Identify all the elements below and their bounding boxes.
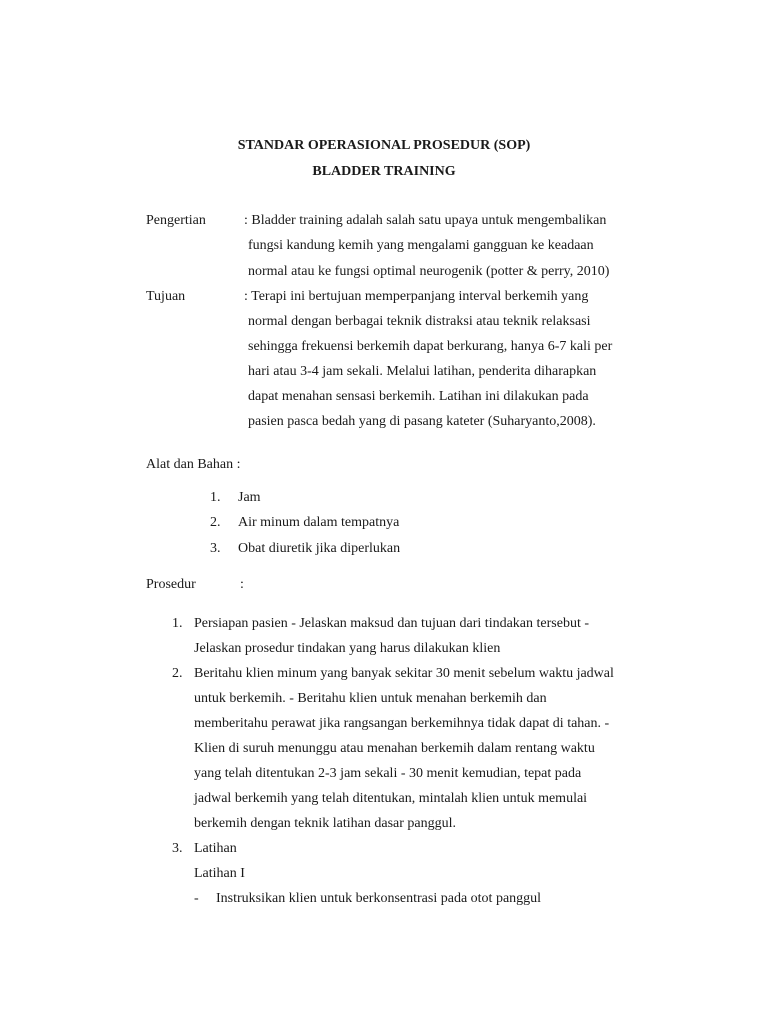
alat-item-text: Air minum dalam tempatnya (238, 515, 400, 530)
alat-item-number: 1. (210, 490, 221, 505)
tujuan-line-5: dapat menahan sensasi berkemih. Latihan ini dilakukan pada (248, 389, 589, 404)
step-2-line-4: Klien di suruh menunggu atau menahan berkemih dalam rentang waktu (194, 741, 595, 756)
tujuan-line-1: : Terapi ini bertujuan memperpanjang interval berkemih yang (244, 289, 589, 304)
alat-item-number: 3. (210, 541, 221, 556)
tujuan-line-2: normal dengan berbagai teknik distraksi atau teknik relaksasi (248, 314, 591, 329)
prosedur-colon: : (240, 577, 244, 592)
alat-heading: Alat dan Bahan : (146, 457, 241, 472)
step-2-line-5: yang telah ditentukan 2-3 jam sekali - 30 menit kemudian, tepat pada (194, 766, 582, 781)
bullet-dash: - (194, 891, 199, 906)
step-2-line-3: memberitahu perawat jika rangsangan berkemihnya tidak dapat di tahan. - (194, 716, 610, 731)
alat-item-text: Jam (238, 490, 261, 505)
step-3-line-1: Latihan (194, 841, 237, 856)
pengertian-label: Pengertian (146, 213, 206, 228)
bullet-text: Instruksikan klien untuk berkonsentrasi pada otot panggul (216, 891, 542, 906)
step-2-line-7: berkemih dengan teknik latihan dasar panggul. (194, 816, 457, 831)
alat-item-text: Obat diuretik jika diperlukan (238, 541, 401, 556)
tujuan-line-4: hari atau 3-4 jam sekali. Melalui latihan, penderita diharapkan (248, 364, 597, 379)
step-2-line-1: Beritahu klien minum yang banyak sekitar 30 menit sebelum waktu jadwal (194, 666, 614, 681)
step-1-line-2: Jelaskan prosedur tindakan yang harus dilakukan klien (194, 641, 501, 656)
step-number: 2. (172, 666, 183, 681)
step-2-line-6: jadwal berkemih yang telah ditentukan, mintalah klien untuk memulai (194, 791, 588, 806)
tujuan-line-6: pasien pasca bedah yang di pasang kateter (Suharyanto,2008). (248, 414, 596, 429)
pengertian-line-2: fungsi kandung kemih yang mengalami gangguan ke keadaan (248, 238, 594, 253)
tujuan-line-3: sehingga frekuensi berkemih dapat berkurang, hanya 6-7 kali per (248, 339, 613, 354)
prosedur-label: Prosedur (146, 577, 196, 592)
latihan-subheading: Latihan I (194, 866, 245, 881)
pengertian-line-3: normal atau ke fungsi optimal neurogenik (potter & perry, 2010) (248, 264, 610, 279)
step-2-line-2: untuk berkemih. - Beritahu klien untuk menahan berkemih dan (194, 691, 547, 706)
pengertian-line-1: : Bladder training adalah salah satu upaya untuk mengembalikan (244, 213, 607, 228)
step-number: 3. (172, 841, 183, 856)
tujuan-label: Tujuan (146, 289, 186, 304)
doc-subtitle: BLADDER TRAINING (312, 164, 456, 179)
alat-item-number: 2. (210, 515, 221, 530)
step-1-line-1: Persiapan pasien - Jelaskan maksud dan tujuan dari tindakan tersebut - (194, 616, 589, 631)
doc-title: STANDAR OPERASIONAL PROSEDUR (SOP) (237, 138, 531, 153)
step-number: 1. (172, 616, 183, 631)
